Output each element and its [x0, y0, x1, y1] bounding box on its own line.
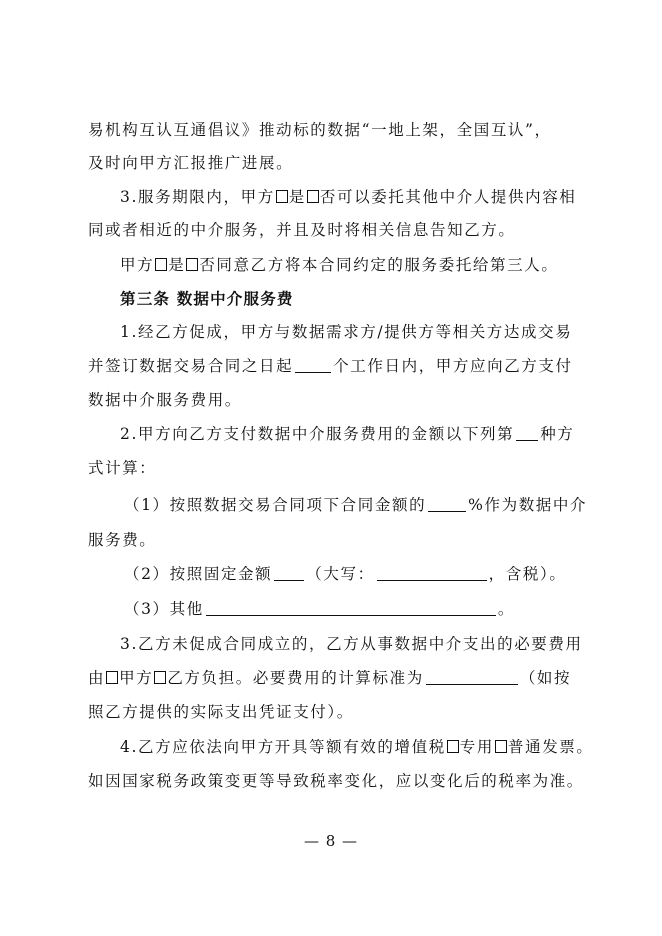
- paragraph-line: [88, 120, 552, 140]
- text: 及时向甲方汇报推广进展。: [88, 154, 294, 172]
- text: 普通发票。: [508, 738, 594, 756]
- paragraph-line: [88, 771, 584, 791]
- checkbox-party-b-bears[interactable]: [154, 671, 166, 684]
- page-number-text: — 8 —: [303, 832, 359, 850]
- text: ，含税）。: [488, 565, 567, 583]
- text: （2）按照固定金额: [124, 565, 273, 583]
- text: （1）按照数据交易合同项下合同金额的: [124, 496, 427, 514]
- text: 并签订数据交易合同之日起: [88, 357, 294, 375]
- paragraph-line: [88, 530, 156, 550]
- checkbox-yes-subcontract[interactable]: [155, 258, 167, 271]
- checkbox-special-invoice[interactable]: [447, 740, 459, 753]
- blank-workdays[interactable]: [295, 357, 331, 373]
- checkbox-ordinary-invoice[interactable]: [495, 740, 507, 753]
- section-heading: [120, 289, 294, 309]
- text: 。: [497, 600, 515, 618]
- text: 如因国家税务政策变更等导致税率变化，应以变化后的税率为准。: [88, 772, 584, 790]
- paragraph-line: [120, 255, 558, 275]
- paragraph-line: [88, 390, 242, 410]
- checkbox-yes-entrust[interactable]: [276, 190, 288, 203]
- text: 照乙方提供的实际支出凭证支付）。: [88, 703, 354, 721]
- text: 3.乙方未促成合同成立的，乙方从事数据中介支出的必要费用: [120, 635, 583, 653]
- text: 种方: [540, 425, 575, 443]
- paragraph-line: [88, 458, 156, 478]
- blank-fixed-amount[interactable]: [274, 565, 304, 581]
- paragraph-line: [88, 668, 571, 688]
- text: 服务费。: [88, 531, 157, 549]
- text: 由: [88, 669, 106, 687]
- text: 3.服务期限内，甲方: [120, 188, 275, 206]
- paragraph-line: [120, 322, 572, 342]
- text: （大写：: [306, 565, 375, 583]
- paragraph-line: [120, 424, 574, 444]
- checkbox-no-entrust[interactable]: [307, 190, 319, 203]
- blank-amount-in-words[interactable]: [377, 565, 487, 581]
- text: 否可以委托其他中介人提供内容相: [319, 188, 577, 206]
- text: 式计算：: [88, 459, 157, 477]
- paragraph-line: [124, 495, 587, 515]
- text: 乙方负担。必要费用的计算标准为: [167, 669, 424, 687]
- paragraph-line: [120, 634, 583, 654]
- text: 1.经乙方促成，甲方与数据需求方/提供方等相关方达成交易: [120, 323, 573, 341]
- text: 2.甲方向乙方支付数据中介服务费用的金额以下列第: [120, 425, 515, 443]
- text: 甲方: [119, 669, 154, 687]
- text: 同或者相近的中介服务，并且及时将相关信息告知乙方。: [88, 221, 516, 239]
- text: 专用: [459, 738, 494, 756]
- paragraph-line: [88, 220, 516, 240]
- text: 个工作日内，甲方应向乙方支付: [333, 357, 573, 375]
- paragraph-line: [120, 737, 594, 757]
- text: 否同意乙方将本合同约定的服务委托给第三人。: [199, 256, 559, 274]
- blank-method-number[interactable]: [516, 425, 538, 441]
- text: 4.乙方应依法向甲方开具等额有效的增值税: [120, 738, 446, 756]
- paragraph-line: [124, 599, 515, 619]
- checkbox-no-subcontract[interactable]: [186, 258, 198, 271]
- page-number: [0, 832, 662, 850]
- text: （如按: [519, 669, 572, 687]
- paragraph-line: [88, 702, 354, 722]
- text: 易机构互认互通倡议》推动标的数据“一地上架，全国互认”，: [88, 121, 552, 139]
- text: （3）其他: [124, 600, 204, 618]
- text: %作为数据中介: [468, 496, 588, 514]
- blank-percentage[interactable]: [428, 496, 466, 512]
- text: 数据中介服务费用。: [88, 391, 242, 409]
- text: 甲方: [120, 256, 155, 274]
- paragraph-line: [88, 153, 293, 173]
- blank-other[interactable]: [206, 600, 496, 616]
- checkbox-party-a-bears[interactable]: [106, 671, 118, 684]
- text: 是: [288, 188, 306, 206]
- blank-calculation-standard[interactable]: [426, 669, 518, 685]
- paragraph-line: [88, 356, 573, 376]
- text: 是: [168, 256, 186, 274]
- heading-text: 第三条 数据中介服务费: [120, 289, 294, 308]
- paragraph-line: [120, 187, 576, 207]
- paragraph-line: [124, 564, 566, 584]
